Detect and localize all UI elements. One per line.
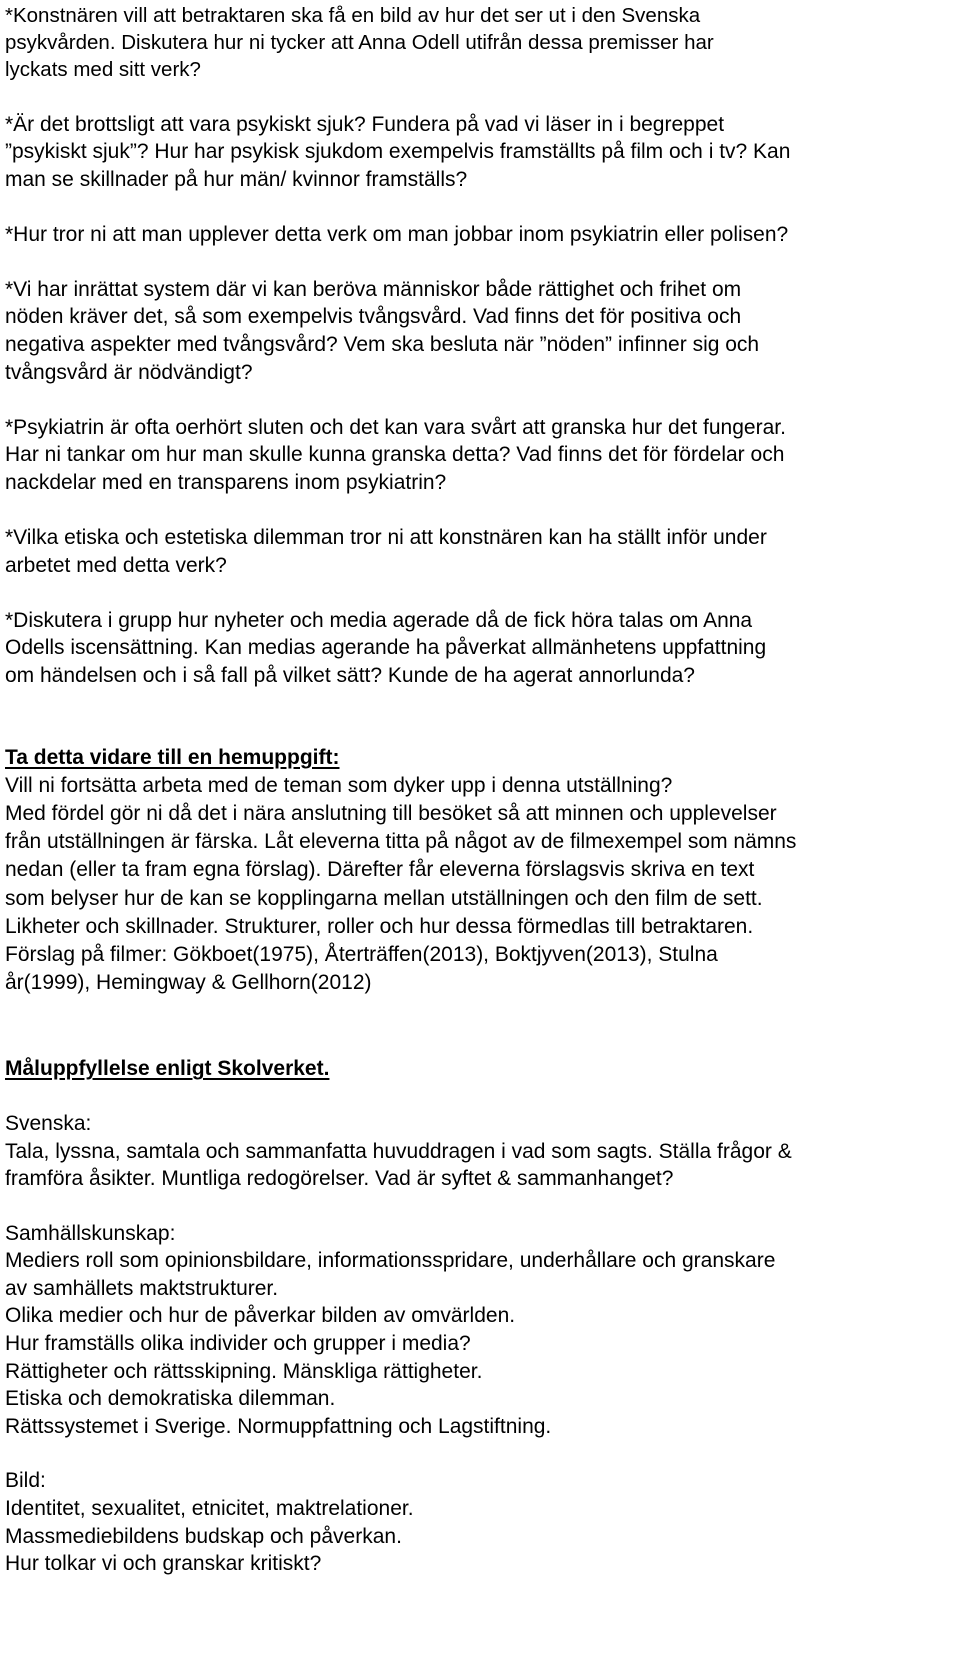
subject-samhallskunskap: [5, 1220, 955, 1441]
text-line: Tala, lyssna, samtala och sammanfatta huvuddragen i vad som sagts. Ställa frågor &: [5, 1139, 792, 1163]
curriculum-section: [5, 1055, 955, 1578]
question-paragraph: [5, 607, 955, 690]
subject-name: Bild:: [5, 1469, 46, 1493]
text-line: Massmediebildens budskap och påverkan.: [5, 1524, 402, 1548]
text-line: från utställningen är färska. Låt eleverna titta på något av de filmexempel som nämns: [5, 830, 797, 854]
text-line: nedan (eller ta fram egna förslag). Därefter får eleverna förslagsvis skriva en text: [5, 858, 755, 882]
text-line: Mediers roll som opinionsbildare, informationsspridare, underhållare och granskare: [5, 1249, 776, 1273]
text-line: Rättssystemet i Sverige. Normuppfattning och Lagstiftning.: [5, 1414, 552, 1438]
text-line: ”psykiskt sjuk”? Hur har psykisk sjukdom exempelvis framställts på film och i tv? Kan: [5, 140, 791, 164]
text-line: framföra åsikter. Muntliga redogörelser. Vad är syftet & sammanhanget?: [5, 1167, 674, 1191]
text-line: nackdelar med en transparens inom psykiatrin?: [5, 470, 447, 494]
text-line: nöden kräver det, så som exempelvis tvångsvård. Vad finns det för positiva och: [5, 305, 742, 329]
text-line: Identitet, sexualitet, etnicitet, maktrelationer.: [5, 1497, 414, 1521]
text-line: *Konstnären vill att betraktaren ska få en bild av hur det ser ut i den Svenska: [5, 4, 701, 27]
text-line: man se skillnader på hur män/ kvinnor framställs?: [5, 167, 468, 191]
text-line: av samhällets maktstrukturer.: [5, 1276, 279, 1300]
subject-svenska: [5, 1110, 955, 1193]
homework-heading-line: [5, 744, 955, 772]
text-line: tvångsvård är nödvändigt?: [5, 360, 253, 384]
text-line: Likheter och skillnader. Strukturer, roller och hur dessa förmedlas till betraktaren.: [5, 914, 754, 938]
question-paragraph: [5, 221, 955, 249]
curriculum-heading: Måluppfyllelse enligt Skolverket.: [5, 1057, 330, 1081]
text-line: *Hur tror ni att man upplever detta verk om man jobbar inom psykiatrin eller polisen?: [5, 222, 789, 246]
section-spacer: [5, 690, 955, 744]
text-line: Hur tolkar vi och granskar kritiskt?: [5, 1552, 322, 1576]
text-line: som belyser hur de kan se kopplingarna mellan utställningen och den film de sett.: [5, 886, 763, 910]
text-line: år(1999), Hemingway & Gellhorn(2012): [5, 971, 372, 995]
question-paragraph: [5, 2, 955, 83]
text-line: lyckats med sitt verk?: [5, 58, 201, 81]
subject-bild: [5, 1467, 955, 1577]
text-line: Etiska och demokratiska dilemman.: [5, 1387, 336, 1411]
text-line: *Är det brottsligt att vara psykiskt sjuk? Fundera på vad vi läser in i begreppet: [5, 112, 725, 136]
subject-name: Samhällskunskap:: [5, 1221, 176, 1245]
text-line: negativa aspekter med tvångsvård? Vem ska besluta när ”nöden” infinner sig och: [5, 333, 760, 357]
text-line: arbetet med detta verk?: [5, 553, 227, 577]
homework-heading: Ta detta vidare till en hemuppgift:: [5, 745, 340, 769]
text-line: Olika medier och hur de påverkar bilden av omvärlden.: [5, 1304, 516, 1328]
text-line: *Vilka etiska och estetiska dilemman tror ni att konstnären kan ha ställt inför under: [5, 526, 767, 550]
text-line: Förslag på filmer: Gökboet(1975), Återträffen(2013), Boktjyven(2013), Stulna: [5, 942, 718, 966]
text-line: Rättigheter och rättsskipning. Mänskliga rättigheter.: [5, 1359, 483, 1383]
text-line: Har ni tankar om hur man skulle kunna granska detta? Vad finns det för fördelar och: [5, 443, 785, 467]
text-line: om händelsen och i så fall på vilket sätt? Kunde de ha agerat annorlunda?: [5, 663, 695, 687]
question-paragraph: [5, 276, 955, 386]
document-page: [5, 2, 955, 1578]
text-line: *Vi har inrättat system där vi kan beröva människor både rättighet och frihet om: [5, 277, 742, 301]
text-line: *Psykiatrin är ofta oerhört sluten och det kan vara svårt att granska hur det fungerar.: [5, 415, 786, 439]
subject-name: Svenska:: [5, 1111, 92, 1135]
question-paragraph: [5, 111, 955, 194]
section-spacer: [5, 997, 955, 1055]
text-line: psykvården. Diskutera hur ni tycker att Anna Odell utifrån dessa premisser har: [5, 31, 714, 54]
text-line: Med fördel gör ni då det i nära anslutning till besöket så att minnen och upplevelser: [5, 801, 777, 825]
text-line: *Diskutera i grupp hur nyheter och media agerade då de fick höra talas om Anna: [5, 608, 753, 632]
text-line: Odells iscensättning. Kan medias agerande ha påverkat allmänhetens uppfattning: [5, 636, 767, 660]
question-paragraph: [5, 414, 955, 497]
text-line: Vill ni fortsätta arbeta med de teman som dyker upp i denna utställning?: [5, 773, 673, 797]
question-paragraph: [5, 524, 955, 579]
curriculum-heading-line: [5, 1055, 955, 1083]
homework-section: [5, 744, 955, 998]
text-line: Hur framställs olika individer och grupper i media?: [5, 1332, 471, 1356]
